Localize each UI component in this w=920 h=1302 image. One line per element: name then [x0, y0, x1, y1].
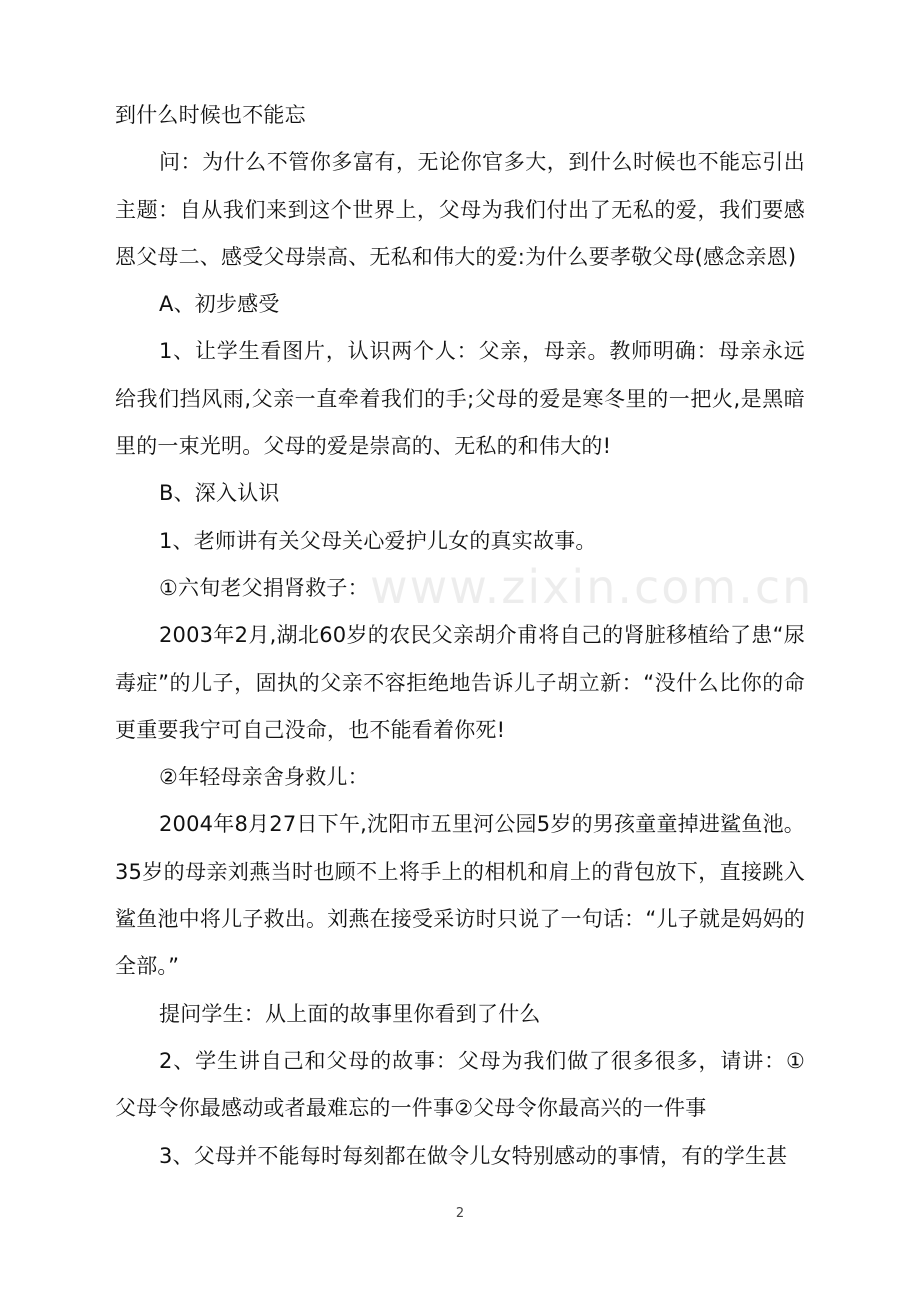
section-heading-b: B、深入认识	[159, 481, 280, 506]
paragraph-question-students: 提问学生：从上面的故事里你看到了什么	[159, 1001, 541, 1026]
watermark: www.zixin.com.cn	[370, 560, 814, 614]
story-body-father: 2003年2月,湖北60岁的农民父亲胡介甫将自己的肾脏移植给了患“尿毒症”的儿子，固执的父亲不容拒绝地告诉儿子胡立新：“没什么比你的命更重要我宁可自己没命，也不能看着你死!	[115, 623, 805, 742]
story-body-mother: 2004年8月27日下午,沈阳市五里河公园5岁的男孩童童掉进鲨鱼池。35岁的母亲刘燕当时也顾不上将手上的相机和肩上的背包放下，直接跳入鲨鱼池中将儿子救出。刘燕在接受采访时只说了一句话：“儿子就是妈妈的全部。”	[115, 812, 805, 979]
story-title-father: ①六旬老父捐肾救子：	[159, 575, 369, 600]
paragraph-parents-daily: 3、父母并不能每时每刻都在做令儿女特别感动的事情，有的学生甚	[159, 1143, 788, 1168]
paragraph-teacher-stories: 1、老师讲有关父母关心爱护儿女的真实故事。	[159, 528, 597, 553]
page-number: 2	[455, 1206, 465, 1221]
paragraph-student-stories: 2、学生讲自己和父母的故事：父母为我们做了很多很多，请讲：①父母令你最感动或者最难忘的一件事②父母令你最高兴的一件事	[115, 1048, 805, 1121]
paragraph-continuation: 到什么时候也不能忘	[115, 103, 306, 127]
document-body	[115, 92, 805, 1180]
paragraph-pictures: 1、让学生看图片，认识两个人：父亲，母亲。教师明确：母亲永远给我们挡风雨,父亲一直牵着我们的手;父母的爱是寒冬里的一把火,是黑暗里的一束光明。父母的爱是崇高的、无私的和伟大的!	[115, 339, 805, 459]
section-heading-a: A、初步感受	[159, 292, 280, 317]
paragraph-question: 问：为什么不管你多富有，无论你官多大，到什么时候也不能忘引出主题：自从我们来到这个世界上，父母为我们付出了无私的爱，我们要感恩父母二、感受父母崇高、无私和伟大的爱:为什么要孝敬父母(感念亲恩)	[115, 150, 805, 269]
story-title-mother: ②年轻母亲舍身救儿：	[159, 765, 369, 790]
